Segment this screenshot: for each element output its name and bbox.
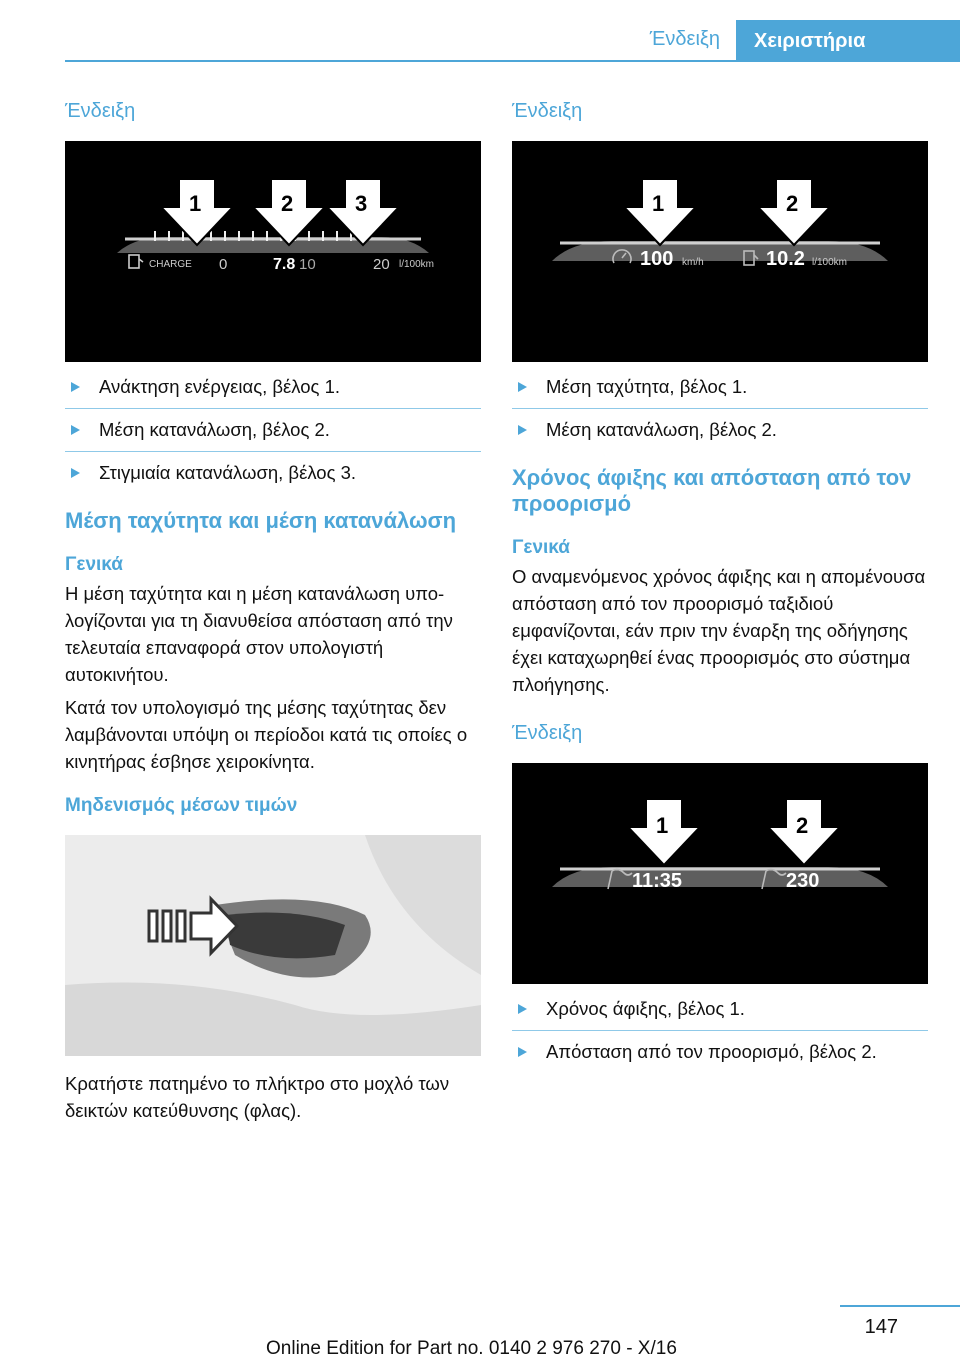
figure-arrival-display [512, 763, 928, 984]
list-item: Απόσταση από τον προορισμό, βέλος 2. [512, 1041, 928, 1073]
consumption-unit: l/100km [812, 257, 848, 268]
list-item: Μέση ταχύτητα, βέλος 1. [512, 376, 928, 409]
figure-consumption-display [65, 141, 481, 362]
display-label: Ένδειξη [512, 100, 583, 122]
paragraph: Ο αναμενόμενος χρόνος άφιξης και η απομένουσα απόσταση από τον προορισμό ταξιδιού εμφανίζονται, εάν πριν την έναρξη της οδήγησης έχει καταχωρηθεί ένας προορισμός στο σύστημα πλοήγησης. [512, 566, 926, 695]
header-section-title: Ένδειξη [649, 28, 720, 50]
distance-value: 230 [786, 870, 820, 892]
unit-label: l/100km [399, 259, 435, 270]
footer-rule [840, 1305, 960, 1307]
figure-turn-signal-lever [65, 835, 481, 1056]
bullet-triangle-icon [71, 468, 80, 478]
subsection-heading-general: Γενικά [512, 537, 570, 558]
arrow-1-label: 1 [189, 191, 202, 216]
header-rule [65, 60, 960, 62]
scale-0: 0 [219, 256, 228, 273]
bullet-triangle-icon [518, 1047, 527, 1057]
list-item: Χρόνος άφιξης, βέλος 1. [512, 998, 928, 1031]
subsection-heading-reset: Μηδενισμός μέσων τιμών [65, 795, 298, 816]
paragraph: Κατά τον υπολογισμό της μέσης ταχύτητας δεν λαμβάνονται υπόψη οι περίοδοι κατά τις οποίες ο κινητήρας έσβησε χειροκίνητα. [65, 697, 468, 772]
bullet-triangle-icon [71, 382, 80, 392]
fuel-pump-icon [129, 255, 143, 268]
arrow-1-label: 1 [656, 813, 669, 838]
paragraph: Κρατήστε πατημένο το πλήκτρο στο μοχλό των δεικτών κατεύθυνσης (φλας). [65, 1073, 450, 1121]
list-item: Ανάκτηση ενέργειας, βέλος 1. [65, 376, 481, 409]
avg-consumption-value: 10.2 [766, 248, 805, 270]
scale-20: 20 [373, 256, 390, 273]
list-item: Μέση κατανάλωση, βέλος 2. [65, 419, 481, 452]
bullet-triangle-icon [518, 1004, 527, 1014]
display-label: Ένδειξη [512, 722, 583, 744]
arrow-2-label: 2 [786, 191, 799, 216]
page-number: 147 [864, 1316, 898, 1338]
list-item: Μέση κατανάλωση, βέλος 2. [512, 419, 928, 451]
bullet-triangle-icon [518, 425, 527, 435]
header-chapter-tab: Χειριστήρια [736, 20, 960, 62]
arrow-1-label: 1 [652, 191, 665, 216]
section-heading: Χρόνος άφιξης και απόσταση από τον προορισμό [512, 465, 912, 516]
scale-10: 10 [299, 256, 316, 273]
paragraph: Η μέση ταχύτητα και η μέση κατανάλωση υπολογίζονται για τη διανυθείσα απόσταση από την τελευταία επαναφορά στον υπολογιστή αυτοκινήτου. [65, 583, 453, 685]
avg-consumption-value: 7.8 [273, 256, 296, 273]
arrival-time-value: 11:35 [632, 870, 683, 892]
left-column [65, 100, 481, 1124]
bullet-triangle-icon [71, 425, 80, 435]
bullet-list-2 [512, 998, 928, 1073]
subsection-heading-general: Γενικά [65, 554, 123, 575]
right-column [512, 100, 928, 1083]
bullet-list-1 [512, 376, 928, 451]
arrow-3-label: 3 [355, 191, 368, 216]
page-header [0, 0, 960, 62]
bullet-triangle-icon [518, 382, 527, 392]
display-label: Ένδειξη [65, 100, 136, 122]
edition-note: Online Edition for Part no. 0140 2 976 270 - X/16 [266, 1338, 677, 1359]
bullet-list-1 [65, 376, 481, 494]
charge-label: CHARGE [149, 259, 192, 270]
section-heading: Μέση ταχύτητα και μέση κατανάλωση [65, 508, 457, 533]
speed-unit: km/h [682, 257, 704, 268]
figure-avg-speed-display [512, 141, 928, 362]
arrow-2-label: 2 [796, 813, 809, 838]
arrow-2-label: 2 [281, 191, 294, 216]
list-item: Στιγμιαία κατανάλωση, βέλος 3. [65, 462, 481, 494]
avg-speed-value: 100 [640, 248, 674, 270]
